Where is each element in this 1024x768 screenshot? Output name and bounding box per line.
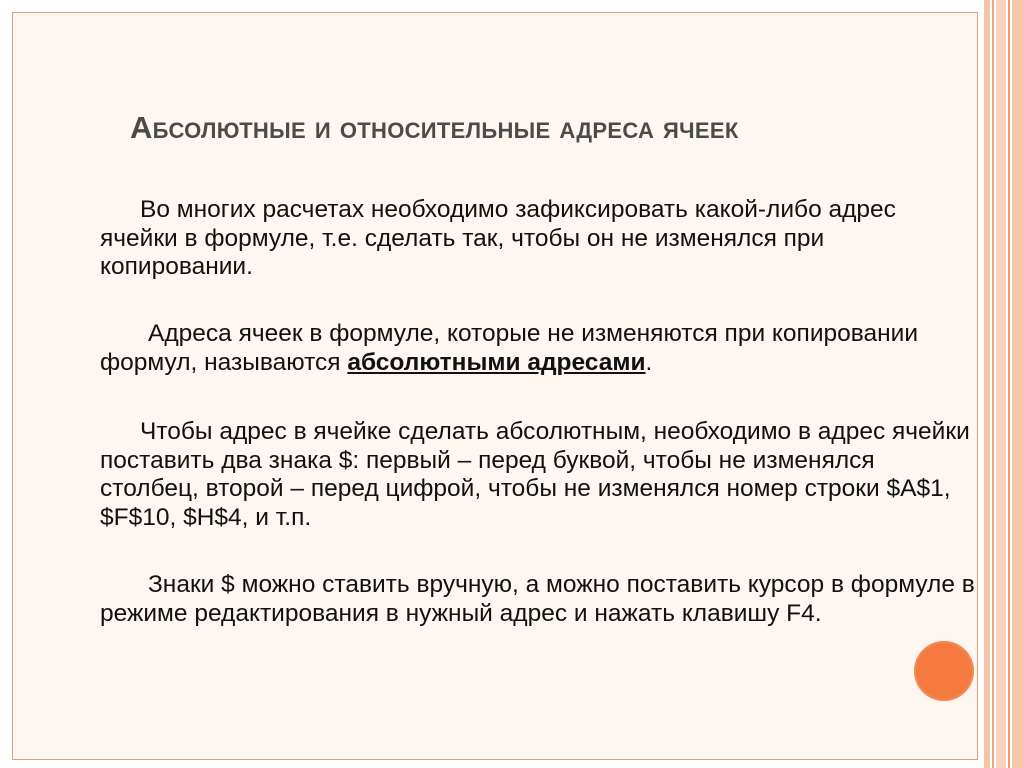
paragraph-dollar-signs: [100, 418, 980, 532]
paragraph-fixing-address: [100, 196, 980, 282]
decorative-stripe: [992, 0, 994, 768]
decorative-stripe: [1012, 0, 1024, 768]
decorative-stripe: [996, 0, 1006, 768]
paragraph-f4-key: [100, 571, 980, 628]
paragraph-text: Во многих расчетах необходимо зафиксировать какой-либо адрес ячейки в формуле, т.е. сделать так, чтобы он не изменялся при копировании.: [100, 196, 896, 280]
paragraph-text: .: [645, 348, 653, 376]
paragraph-text: Адреса ячеек в формуле, которые не изменяются при копировании формул, называются: [100, 320, 919, 376]
paragraph-absolute-definition: [100, 320, 980, 377]
slide-title: Абсолютные и относительные адреса ячеек: [130, 110, 739, 145]
decorative-circle: [914, 641, 974, 701]
term-absolute-addresses: абсолютными адресами: [347, 348, 646, 376]
paragraph-text: Чтобы адрес в ячейке сделать абсолютным, необходимо в адрес ячейки поставить два знака $: первый – перед буквой, чтобы не изменялся столбец, второй – перед цифрой, чтобы не изменялся номер строки $A$1, $F$10, $H$4, и т.п.: [100, 418, 970, 531]
decorative-stripe: [984, 0, 990, 768]
decorative-stripe: [1008, 0, 1010, 768]
paragraph-text: Знаки $ можно ставить вручную, а можно поставить курсор в формуле в режиме редактирования в нужный адрес и нажать клавишу F4.: [100, 571, 975, 627]
